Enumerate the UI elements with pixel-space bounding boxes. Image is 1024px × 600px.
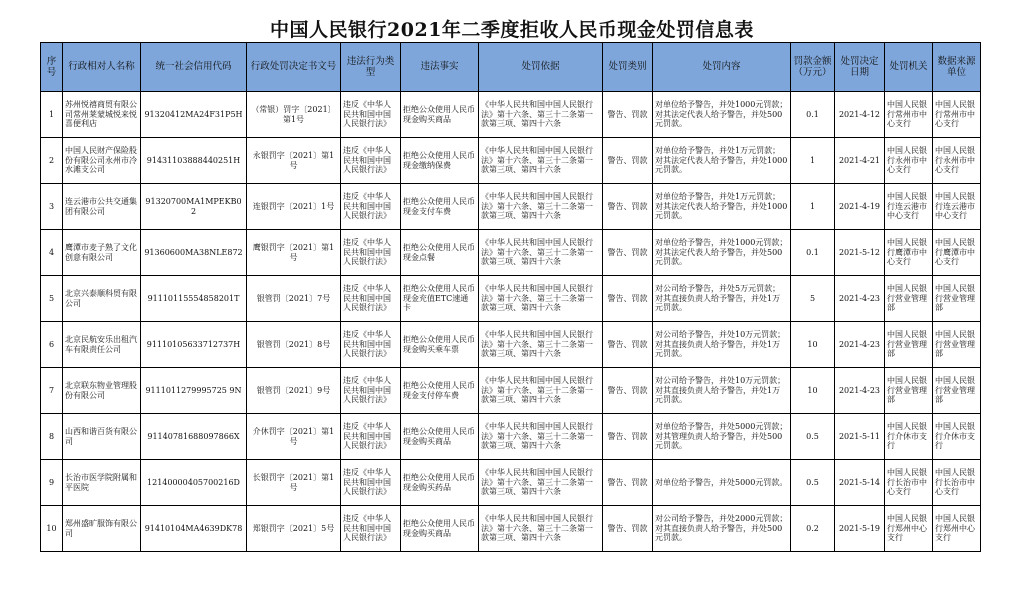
- col-penalty-content-cell: 对公司给予警告，并处10万元罚款；对其直接负责人给予警告，并处1万元罚款。: [653, 368, 791, 414]
- col-violation-facts-cell: 拒绝公众使用人民币现金购买乘车票: [401, 322, 479, 368]
- col-violation-facts-cell: 拒绝公众使用人民币现金购买商品: [401, 92, 479, 138]
- table-row: [41, 368, 981, 414]
- col-decision-number-cell: 永银罚字〔2021〕第1号: [247, 138, 341, 184]
- col-index-cell: 2: [41, 138, 63, 184]
- col-party-name-cell: 北京民航安乐出租汽车有限责任公司: [63, 322, 141, 368]
- col-authority-cell: 中国人民银行郑州中心支行: [885, 506, 933, 552]
- col-credit-code-cell: 91410104MA4639DK78: [141, 506, 247, 552]
- col-decision-date-cell: 2021-5-11: [835, 414, 885, 460]
- col-decision-number-header: 行政处罚决定书文号: [247, 43, 341, 92]
- col-decision-number-cell: 连银罚字〔2021〕1号: [247, 184, 341, 230]
- col-penalty-basis-cell: 《中华人民共和国中国人民银行法》第十六条、第三十二条第一款第三项、第四十六条: [479, 322, 603, 368]
- col-violation-type-cell: 违反《中华人民共和国中国人民银行法》: [341, 230, 401, 276]
- col-party-name-header: 行政相对人名称: [63, 43, 141, 92]
- col-credit-code-cell: 12140000405700216D: [141, 460, 247, 506]
- col-decision-number-cell: （常银）罚字〔2021〕第1号: [247, 92, 341, 138]
- col-penalty-content-cell: 对单位给予警告，并处5000元罚款。: [653, 460, 791, 506]
- col-authority-cell: 中国人民银行连云港市中心支行: [885, 184, 933, 230]
- col-decision-date-cell: 2021-4-19: [835, 184, 885, 230]
- page-title: 中国人民银行2021年二季度拒收人民币现金处罚信息表: [270, 19, 754, 41]
- col-penalty-category-cell: 警告、罚款: [603, 368, 653, 414]
- col-authority-cell: 中国人民银行营业管理部: [885, 276, 933, 322]
- col-decision-number-cell: 鹰银罚字〔2021〕第1号: [247, 230, 341, 276]
- col-penalty-category-cell: 警告、罚款: [603, 506, 653, 552]
- col-party-name-cell: 鹰潭市麦子熟了文化创意有限公司: [63, 230, 141, 276]
- col-penalty-basis-cell: 《中华人民共和国中国人民银行法》第十六条、第三十二条第一款第三项、第四十六条: [479, 138, 603, 184]
- col-violation-facts-cell: 拒绝公众使用人民币现金点餐: [401, 230, 479, 276]
- col-decision-number-cell: 介休罚字〔2021〕第1号: [247, 414, 341, 460]
- col-index-header: 序号: [41, 43, 63, 92]
- col-index-cell: 5: [41, 276, 63, 322]
- col-decision-date-cell: 2021-5-12: [835, 230, 885, 276]
- col-credit-code-cell: 91110115554858201T: [141, 276, 247, 322]
- col-penalty-category-cell: 警告、罚款: [603, 460, 653, 506]
- col-penalty-basis-cell: 《中华人民共和国中国人民银行法》第十六条、第三十二条第一款第三项、第四十六条: [479, 414, 603, 460]
- col-penalty-category-cell: 警告、罚款: [603, 322, 653, 368]
- col-fine-amount-cell: 5: [791, 276, 835, 322]
- col-violation-type-cell: 违反《中华人民共和国中国人民银行法》: [341, 506, 401, 552]
- col-decision-number-cell: 银管罚〔2021〕7号: [247, 276, 341, 322]
- col-violation-type-cell: 违反《中华人民共和国中国人民银行法》: [341, 460, 401, 506]
- col-violation-type-cell: 违反《中华人民共和国中国人民银行法》: [341, 276, 401, 322]
- col-fine-amount-header: 罚款金额（万元）: [791, 43, 835, 92]
- col-penalty-basis-cell: 《中华人民共和国中国人民银行法》第十六条、第三十二条第一款第三项、第四十六条: [479, 230, 603, 276]
- col-party-name-cell: 连云港市公共交通集团有限公司: [63, 184, 141, 230]
- table-row: [41, 92, 981, 138]
- col-violation-type-cell: 违反《中华人民共和国中国人民银行法》: [341, 184, 401, 230]
- col-credit-code-header: 统一社会信用代码: [141, 43, 247, 92]
- table-row: [41, 322, 981, 368]
- col-fine-amount-cell: 10: [791, 322, 835, 368]
- col-decision-number-cell: 郑银罚字〔2021〕5号: [247, 506, 341, 552]
- table-row: [41, 184, 981, 230]
- col-source-unit-cell: 中国人民银行连云港市中心支行: [933, 184, 981, 230]
- col-index-cell: 1: [41, 92, 63, 138]
- col-penalty-content-cell: 对单位给予警告，并处1000元罚款；对其法定代表人给予警告，并处500元罚款。: [653, 92, 791, 138]
- col-penalty-category-cell: 警告、罚款: [603, 184, 653, 230]
- col-violation-type-cell: 违反《中华人民共和国中国人民银行法》: [341, 322, 401, 368]
- col-authority-cell: 中国人民银行介休市支行: [885, 414, 933, 460]
- col-source-unit-cell: 中国人民银行营业管理部: [933, 368, 981, 414]
- col-penalty-basis-cell: 《中华人民共和国中国人民银行法》第十六条、第三十二条第一款第三项、第四十六条: [479, 506, 603, 552]
- col-source-unit-cell: 中国人民银行营业管理部: [933, 276, 981, 322]
- table-body: [41, 92, 981, 552]
- col-violation-facts-cell: 拒绝公众使用人民币现金购买商品: [401, 414, 479, 460]
- table-row: [41, 506, 981, 552]
- col-source-unit-cell: 中国人民银行长治市中心支行: [933, 460, 981, 506]
- col-violation-type-cell: 违反《中华人民共和国中国人民银行法》: [341, 92, 401, 138]
- col-authority-header: 处罚机关: [885, 43, 933, 92]
- col-credit-code-cell: 91320412MA24F31P5H: [141, 92, 247, 138]
- col-decision-number-cell: 长银罚字〔2021〕第1号: [247, 460, 341, 506]
- col-penalty-basis-cell: 《中华人民共和国中国人民银行法》第十六条、第三十二条第一款第三项、第四十六条: [479, 92, 603, 138]
- col-penalty-basis-cell: 《中华人民共和国中国人民银行法》第十六条、第三十二条第一款第三项、第四十六条: [479, 276, 603, 322]
- col-violation-type-cell: 违反《中华人民共和国中国人民银行法》: [341, 414, 401, 460]
- col-party-name-cell: 北京兴泰顺科贸有限公司: [63, 276, 141, 322]
- col-party-name-cell: 山西和谐百货有限公司: [63, 414, 141, 460]
- table-row: [41, 138, 981, 184]
- col-index-cell: 10: [41, 506, 63, 552]
- col-violation-facts-cell: 拒绝公众使用人民币现金缴纳保费: [401, 138, 479, 184]
- col-penalty-content-cell: 对单位给予警告，并处1万元罚款；对其法定代表人给予警告，并处1000元罚款。: [653, 184, 791, 230]
- col-source-unit-cell: 中国人民银行介休市支行: [933, 414, 981, 460]
- col-credit-code-cell: 91360600MA38NLE872: [141, 230, 247, 276]
- col-fine-amount-cell: 10: [791, 368, 835, 414]
- table-row: [41, 230, 981, 276]
- col-decision-date-cell: 2021-4-23: [835, 368, 885, 414]
- col-penalty-content-cell: 对公司给予警告，并处10万元罚款；对其直接负责人给予警告，并处1万元罚款。: [653, 322, 791, 368]
- col-party-name-cell: 郑州盛旷服饰有限公司: [63, 506, 141, 552]
- col-party-name-cell: 长治市医学院附属和平医院: [63, 460, 141, 506]
- col-index-cell: 9: [41, 460, 63, 506]
- col-penalty-category-cell: 警告、罚款: [603, 138, 653, 184]
- col-fine-amount-cell: 0.1: [791, 230, 835, 276]
- col-decision-number-cell: 银管罚〔2021〕8号: [247, 322, 341, 368]
- col-penalty-basis-cell: 《中华人民共和国中国人民银行法》第十六条、第三十二条第一款第三项、第四十六条: [479, 368, 603, 414]
- col-penalty-content-header: 处罚内容: [653, 43, 791, 92]
- col-penalty-basis-cell: 《中华人民共和国中国人民银行法》第十六条、第三十二条第一款第三项、第四十六条: [479, 460, 603, 506]
- col-penalty-content-cell: 对公司给予警告，并处2000元罚款；对其直接负责人给予警告，并处500元罚款。: [653, 506, 791, 552]
- col-authority-cell: 中国人民银行长治市中心支行: [885, 460, 933, 506]
- penalty-table: [40, 42, 981, 552]
- col-authority-cell: 中国人民银行常州市中心支行: [885, 92, 933, 138]
- col-violation-facts-cell: 拒绝公众使用人民币现金充值ETC速通卡: [401, 276, 479, 322]
- col-violation-facts-cell: 拒绝公众使用人民币现金支付停车费: [401, 368, 479, 414]
- col-source-unit-cell: 中国人民银行郑州中心支行: [933, 506, 981, 552]
- col-decision-date-header: 处罚决定日期: [835, 43, 885, 92]
- col-fine-amount-cell: 0.5: [791, 460, 835, 506]
- table-row: [41, 276, 981, 322]
- col-source-unit-cell: 中国人民银行常州市中心支行: [933, 92, 981, 138]
- table-header-row: [41, 43, 981, 92]
- col-source-unit-cell: 中国人民银行营业管理部: [933, 322, 981, 368]
- col-fine-amount-cell: 0.2: [791, 506, 835, 552]
- col-authority-cell: 中国人民银行营业管理部: [885, 368, 933, 414]
- col-party-name-cell: 中国人民财产保险股份有限公司永州市冷水滩支公司: [63, 138, 141, 184]
- col-authority-cell: 中国人民银行鹰潭市中心支行: [885, 230, 933, 276]
- col-violation-facts-cell: 拒绝公众使用人民币现金支付车费: [401, 184, 479, 230]
- col-penalty-content-cell: 对单位给予警告，并处1万元罚款；对其法定代表人给予警告，并处1000元罚款。: [653, 138, 791, 184]
- col-authority-cell: 中国人民银行营业管理部: [885, 322, 933, 368]
- col-penalty-content-cell: 对单位给予警告，并处1000元罚款；对其法定代表人给予警告，并处500元罚款。: [653, 230, 791, 276]
- col-penalty-category-cell: 警告、罚款: [603, 276, 653, 322]
- col-index-cell: 6: [41, 322, 63, 368]
- col-penalty-category-cell: 警告、罚款: [603, 230, 653, 276]
- col-violation-facts-header: 违法事实: [401, 43, 479, 92]
- col-violation-facts-cell: 拒绝公众使用人民币现金购买商品: [401, 506, 479, 552]
- col-fine-amount-cell: 0.5: [791, 414, 835, 460]
- col-penalty-category-cell: 警告、罚款: [603, 414, 653, 460]
- col-fine-amount-cell: 0.1: [791, 92, 835, 138]
- col-source-unit-cell: 中国人民银行永州市中心支行: [933, 138, 981, 184]
- col-index-cell: 8: [41, 414, 63, 460]
- col-penalty-category-header: 处罚类别: [603, 43, 653, 92]
- col-source-unit-header: 数据来源单位: [933, 43, 981, 92]
- col-credit-code-cell: 91320700MA1MPEKB02: [141, 184, 247, 230]
- col-decision-date-cell: 2021-5-19: [835, 506, 885, 552]
- col-decision-number-cell: 银管罚〔2021〕9号: [247, 368, 341, 414]
- col-decision-date-cell: 2021-4-21: [835, 138, 885, 184]
- table-row: [41, 460, 981, 506]
- col-credit-code-cell: 9111011279995725 9N: [141, 368, 247, 414]
- col-decision-date-cell: 2021-4-23: [835, 276, 885, 322]
- col-party-name-cell: 苏州悦禧商贸有限公司常州莱蒙城悦来悦喜便利店: [63, 92, 141, 138]
- col-decision-date-cell: 2021-4-12: [835, 92, 885, 138]
- col-credit-code-cell: 91140781688097866X: [141, 414, 247, 460]
- col-fine-amount-cell: 1: [791, 138, 835, 184]
- col-credit-code-cell: 91431103888440251H: [141, 138, 247, 184]
- col-violation-type-cell: 违反《中华人民共和国中国人民银行法》: [341, 138, 401, 184]
- col-penalty-basis-header: 处罚依据: [479, 43, 603, 92]
- col-violation-type-cell: 违反《中华人民共和国中国人民银行法》: [341, 368, 401, 414]
- col-violation-facts-cell: 拒绝公众使用人民币现金购买药品: [401, 460, 479, 506]
- col-penalty-content-cell: 对公司给予警告，并处5万元罚款；对其直接负责人给予警告，并处1万元罚款。: [653, 276, 791, 322]
- col-party-name-cell: 北京联东物业管理股份有限公司: [63, 368, 141, 414]
- col-fine-amount-cell: 1: [791, 184, 835, 230]
- table-row: [41, 414, 981, 460]
- col-index-cell: 3: [41, 184, 63, 230]
- col-index-cell: 7: [41, 368, 63, 414]
- col-penalty-content-cell: 对单位给予警告，并处5000元罚款；对其管理负责人给予警告，并处500元罚款。: [653, 414, 791, 460]
- col-index-cell: 4: [41, 230, 63, 276]
- col-authority-cell: 中国人民银行永州市中心支行: [885, 138, 933, 184]
- col-decision-date-cell: 2021-4-23: [835, 322, 885, 368]
- col-violation-type-header: 违法行为类型: [341, 43, 401, 92]
- col-credit-code-cell: 91110105633712737H: [141, 322, 247, 368]
- col-decision-date-cell: 2021-5-14: [835, 460, 885, 506]
- col-source-unit-cell: 中国人民银行鹰潭市中心支行: [933, 230, 981, 276]
- col-penalty-basis-cell: 《中华人民共和国中国人民银行法》第十六条、第三十二条第一款第三项、第四十六条: [479, 184, 603, 230]
- col-penalty-category-cell: 警告、罚款: [603, 92, 653, 138]
